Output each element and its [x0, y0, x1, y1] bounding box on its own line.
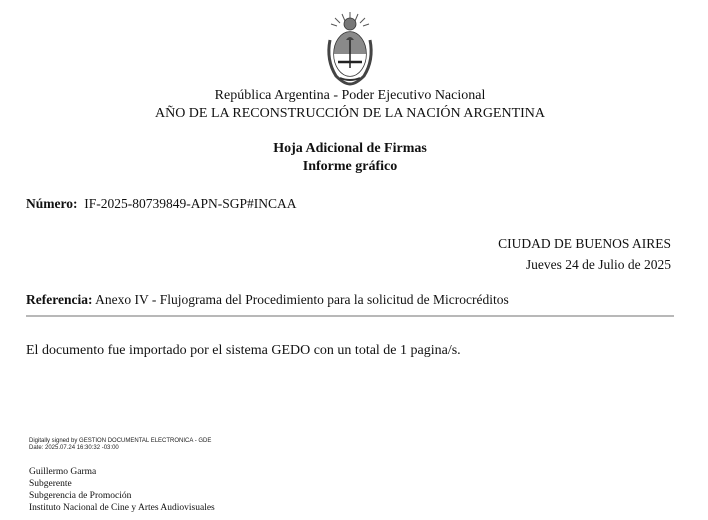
year-motto: AÑO DE LA RECONSTRUCCIÓN DE LA NACIÓN ARGENTINA [154, 106, 546, 121]
reference-label: Referencia: [26, 292, 93, 307]
signer-unit: Subgerencia de Promoción [29, 491, 132, 501]
government-header: República Argentina - Poder Ejecutivo Nacional [214, 88, 486, 103]
digital-signature-line: Digitally signed by GESTION DOCUMENTAL ELECTRONICA - GDE [29, 438, 212, 444]
signer-name: Guillermo Garma [29, 467, 97, 477]
digital-signature-stamp [29, 438, 211, 452]
document-place: CIUDAD DE BUENOS AIRES [498, 236, 671, 251]
separator [26, 315, 674, 317]
digital-signature-date: Date: 2025.07.24 16:30:32 -03:00 [29, 445, 119, 451]
document-title: Hoja Adicional de Firmas [273, 141, 427, 156]
document-number [26, 196, 297, 212]
body-text: El documento fue importado por el sistema GEDO con un total de 1 pagina/s. [26, 343, 461, 358]
document-date: Jueves 24 de Julio de 2025 [525, 257, 671, 272]
signer-role: Subgerente [29, 479, 72, 489]
reference [26, 292, 509, 308]
document-number-value: IF-2025-80739849-APN-SGP#INCAA [84, 196, 297, 211]
document-subtitle: Informe gráfico [302, 159, 398, 174]
reference-value: Anexo IV - Flujograma del Procedimiento para la solicitud de Microcréditos [95, 292, 509, 307]
argentina-coat-of-arms-icon [324, 10, 376, 88]
document-number-label: Número: [26, 196, 78, 211]
signer-institution: Instituto Nacional de Cine y Artes Audiovisuales [29, 503, 215, 513]
